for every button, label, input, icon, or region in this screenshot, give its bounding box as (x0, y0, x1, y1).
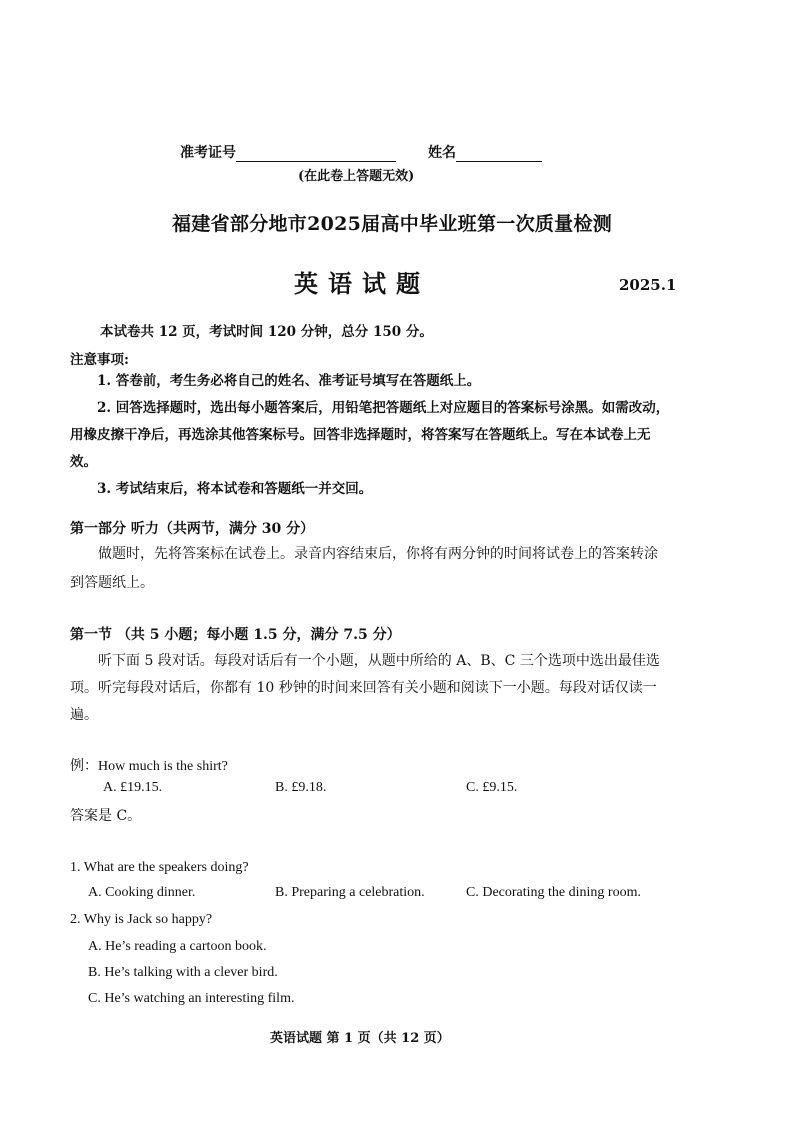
question-1-stem: 1. What are the speakers doing? (70, 860, 249, 875)
question-2-stem: 2. Why is Jack so happy? (70, 912, 213, 927)
question-1-option-a: A. Cooking dinner. (88, 885, 196, 900)
exam-title: 福建省部分地市2025届高中毕业班第一次质量检测 (172, 213, 613, 235)
question-1-option-c: C. Decorating the dining room. (466, 885, 641, 900)
exam-id-label: 准考证号 (180, 145, 236, 161)
note-item-3: 3. 考试结束后，将本试卷和答题纸一并交回。 (97, 481, 373, 497)
exam-id-blank[interactable] (236, 147, 396, 162)
exam-id-field (180, 142, 396, 162)
question-2-option-b: B. He’s talking with a clever bird. (88, 965, 278, 980)
part1-heading: 第一部分 听力（共两节，满分 30 分） (70, 521, 315, 537)
notes-heading: 注意事项: (70, 352, 129, 368)
example-option-b: B. £9.18. (275, 780, 327, 795)
subject-title: 英语试题 (294, 269, 430, 298)
question-1-option-b: B. Preparing a celebration. (275, 885, 425, 900)
example-question: 例：How much is the shirt? (70, 759, 228, 774)
name-blank[interactable] (456, 147, 542, 162)
page-footer: 英语试题 第 1 页（共 12 页） (270, 1031, 450, 1046)
invalid-note: (在此卷上答题无效) (298, 169, 415, 184)
part1-instruction: 做题时，先将答案标在试卷上。录音内容结束后，你将有两分钟的时间将试卷上的答案转涂到答题纸上。 (70, 546, 658, 591)
question-2-option-c: C. He’s watching an interesting film. (88, 991, 295, 1006)
name-label: 姓名 (428, 145, 456, 161)
note-item-1: 1. 答卷前，考生务必将自己的姓名、准考证号填写在答题纸上。 (97, 373, 481, 389)
question-2-option-a: A. He’s reading a cartoon book. (88, 939, 267, 954)
example-option-a: A. £19.15. (103, 780, 163, 795)
section1-heading: 第一节 （共 5 小题；每小题 1.5 分，满分 7.5 分） (70, 627, 401, 643)
name-field (428, 142, 542, 162)
intro-text: 本试卷共 12 页，考试时间 120 分钟，总分 150 分。 (100, 324, 433, 340)
exam-date: 2025.1 (619, 276, 677, 294)
example-option-c: C. £9.15. (466, 780, 518, 795)
section1-instruction: 听下面 5 段对话。每段对话后有一个小题，从题中所给的 A、B、C 三个选项中选出最佳选项。听完每段对话后，你都有 10 秒钟的时间来回答有关小题和阅读下一小题。每段对话仅读一遍。 (70, 653, 660, 723)
example-answer: 答案是 C。 (70, 808, 142, 824)
note-item-2: 2. 回答选择题时，选出每小题答案后，用铅笔把答题纸上对应题目的答案标号涂黑。如需改动，用橡皮擦干净后，再选涂其他答案标号。回答非选择题时，将答案写在答题纸上。写在本试卷上无效。 (70, 400, 670, 470)
